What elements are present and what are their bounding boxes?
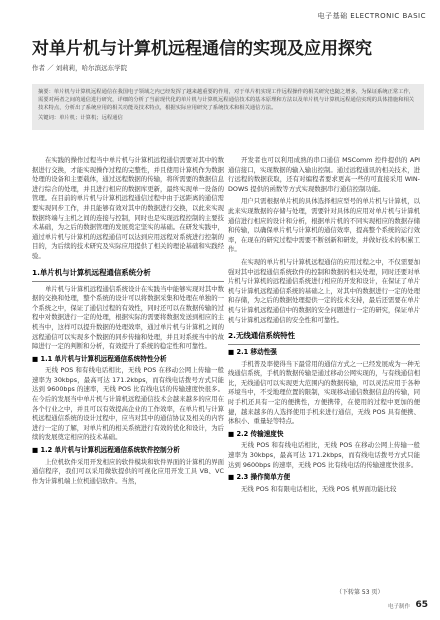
- subsection-2-3-heading: ■ 2.3 操作简单方便: [228, 473, 291, 482]
- page-number: 65: [415, 600, 428, 610]
- right-intro-paragraph-1: 开发者也可以利用成熟的串口通信 MSComm 控件提供的 API 通信接口，实现数据的输入输出控制。通过远程通讯的相关技术，进行远程的数据获取，还有对编程者要求更高一些的可直接采用 WIN-DOWS 提供的函数等方式实现数据串行通信控制功能。: [228, 156, 420, 193]
- section-2-heading: 2.无线通信系统特性: [228, 331, 296, 341]
- subsection-2-2-heading: ■ 2.2 传输速度快: [228, 429, 284, 438]
- subsection-2-2-paragraph: 无线 POS 和有线电话相比，无线 POS 在移动公网上传输一般速率为 30kbps，最高可达 171.2kbps，而有线电话拨号方式只能达到 9600bps 的速率，无线 POS 比有线电话的传输速度快很多。: [228, 441, 420, 469]
- magazine-name: 电子制作: [387, 604, 410, 610]
- section-divider: [228, 344, 420, 345]
- page-footer: [0, 598, 440, 620]
- right-intro-paragraph-3: 在实现的单片机与计算机远程通信的应用过程之中，不仅需要加强对其中远程通信系统软件的控制和数据的相关处理，同时还要对单片机与计算机的远程通信系统进行相应的开发和设计，在保证了单片机与计算机远程通信系统的基础之上，对其中的数据进行一定的处理和存储，为之后的数据处理提供一定的技术支持，最后还需要在单片机与计算机远程通信中的数据的安全问题进行一定的研究，保证单片机与计算机远程通信的安全性和可靠性。: [228, 257, 420, 324]
- right-column: [228, 156, 420, 497]
- subsection-1-1-heading: ■ 1.1 单片机与计算机远程通信系统特性分析: [32, 354, 167, 363]
- intro-paragraph: 在实践的操作过程当中单片机与计算机远程通信需要对其中的数据进行交换，才能实现操作过程的完整性，并且使用计算机作为数据处理的设备和主要载体，通过远程数据的传输，将所需要的数据信息进行综合的处理，并且进行相应的数据库更新，最终实现单一设备的管理。在目前的单片机与计算机远程通信过程中由于远距离的通信需要实现同步工作，并且能够有效对其中的数据进行交换，以此来实现数据终端与主机之间的连接与控制，同时也是实现远程控制的主要技术基础，为之后的数据管理的发展奠定坚实的基础。在研发实践中，通过单片机与计算机的远程通信可以达到应用远程对系统进行控制的目的，为后续的技术研究及实际应用提供了相关的理论基础和实践经验。: [32, 156, 224, 260]
- continued-note: （下转第 53 页）: [336, 589, 384, 596]
- article-title: 对单片机与计算机远程通信的实现及应用探究: [32, 39, 372, 59]
- subsection-2-1-heading: ■ 2.1 移动性强: [228, 348, 277, 357]
- section-divider: [32, 281, 224, 282]
- section-1-paragraph: 单片机与计算机远程通信系统设计在实践当中能够实现对其中数据的交换和处理，整个系统的设计可以将数据采集和处理在单独的一个系统之中，保证了通信过程的有效性，同时还可以在数据传输的过程中对数据进行一定的处理，根据实际的需要将数据发送到相应的主机当中，这样可以提升数据的处理效率，通过单片机与计算机之间的远程通信可以实现多个数据的同步传输和处理，并且对系统当中的故障进行一定的判断和分析，有效提升了系统的稳定性和可靠性。: [32, 284, 224, 351]
- abstract-box: [32, 84, 424, 130]
- abstract-text: 摘要：单片机与计算机远程通信在我国电子领域之内已经发挥了越来越重要的作用，对于单片机实现工作远程操作的相关研究也随之增多，为保证系统正常工作，需要对两者之间的通信进行研究，详细的分析了当前现代化的单片机与计算机远程通信技术的基本原理和方法以及单片机与计算机远程通信实现的具体措施和相关技术特点，分析出了系统应用的相关功能及技术特点，根据实际应用研究了系统技术和相关通信方法。: [38, 89, 415, 112]
- section-tag: 电子基础 ELECTRONIC BASIC: [317, 12, 426, 20]
- subsection-1-2-heading: ■ 1.2 单片机与计算机远程通信系统软件控制分析: [32, 446, 180, 455]
- page-header: [0, 0, 440, 30]
- subsection-1-2-paragraph: 上位机软件采用开发相应的软件模块和软件界面的计算机的界面通信程序，我们可以采用微软提供的可视化应用开发工具 VB、VC 作为计算机端上位机通信软件。当然，: [32, 457, 224, 485]
- article-authors: 作者 ／ 刘莉莉，哈尔滨远东学院: [32, 64, 128, 72]
- left-column: [32, 156, 224, 489]
- section-1-heading: 1.单片机与计算机远程通信系统分析: [32, 267, 151, 277]
- keywords: 关键词：单片机；计算机；远程通信: [38, 114, 123, 121]
- subsection-2-3-paragraph: 无线 POS 和有限电话相比，无线 POS 机界面功能比较: [241, 484, 397, 493]
- subsection-1-1-paragraph: 无线 POS 和有线电话相比，无线 POS 在移动公网上传输一般速率为 30kbps，最高可达 171.2kbps，而有线电话拨号方式只能达到 9600bps 的速率，无线 POS 比有线电话的传输速度快很多。在今后的发展当中单片机与计算机远程通信技术会越来越多的应用在各个行业之中，并且可以有效提高企业的工作效率，在单片机与计算机远程通信系统的设计过程中，应当对其中的通信协议及相关的内容进行一定的了解，对单片机的相关系统进行有效的优化和设计，为后续的发展奠定相应的技术基础。: [32, 366, 224, 442]
- subsection-2-1-paragraph: 手机普及率使得当下最常用的通信方式之一已经发展成为一种无线通信系统，手机的数据传输是通过移动公网实现的，与有线通信相比，无线通信可以实现更大范围内的数据传输，可以灵活应用于各种环境当中，不受地理位置的限制，实现移动通信数据信息的传输，同时手机还具有一定的便携性，方便携带，在使用的过程中更加的便捷，越来越多的人选择使用手机来进行通信，无线 POS 具有便携、体积小、重量轻等特点。: [228, 359, 420, 426]
- right-intro-paragraph-2: 用户只需根据单片机的具体选择相应型号的单片机与计算机，以此来实现数据的存储与处理，需要针对具体的应用对单片机与计算机通信进行相应的设计和分析，根据单片机的不同实现相应的数据存储和传输，以确保单片机与计算机的通信效率，提高整个系统的运行效率，在现在的研究过程中需要不断创新和研发，并做好技术的积累工作。: [228, 197, 420, 254]
